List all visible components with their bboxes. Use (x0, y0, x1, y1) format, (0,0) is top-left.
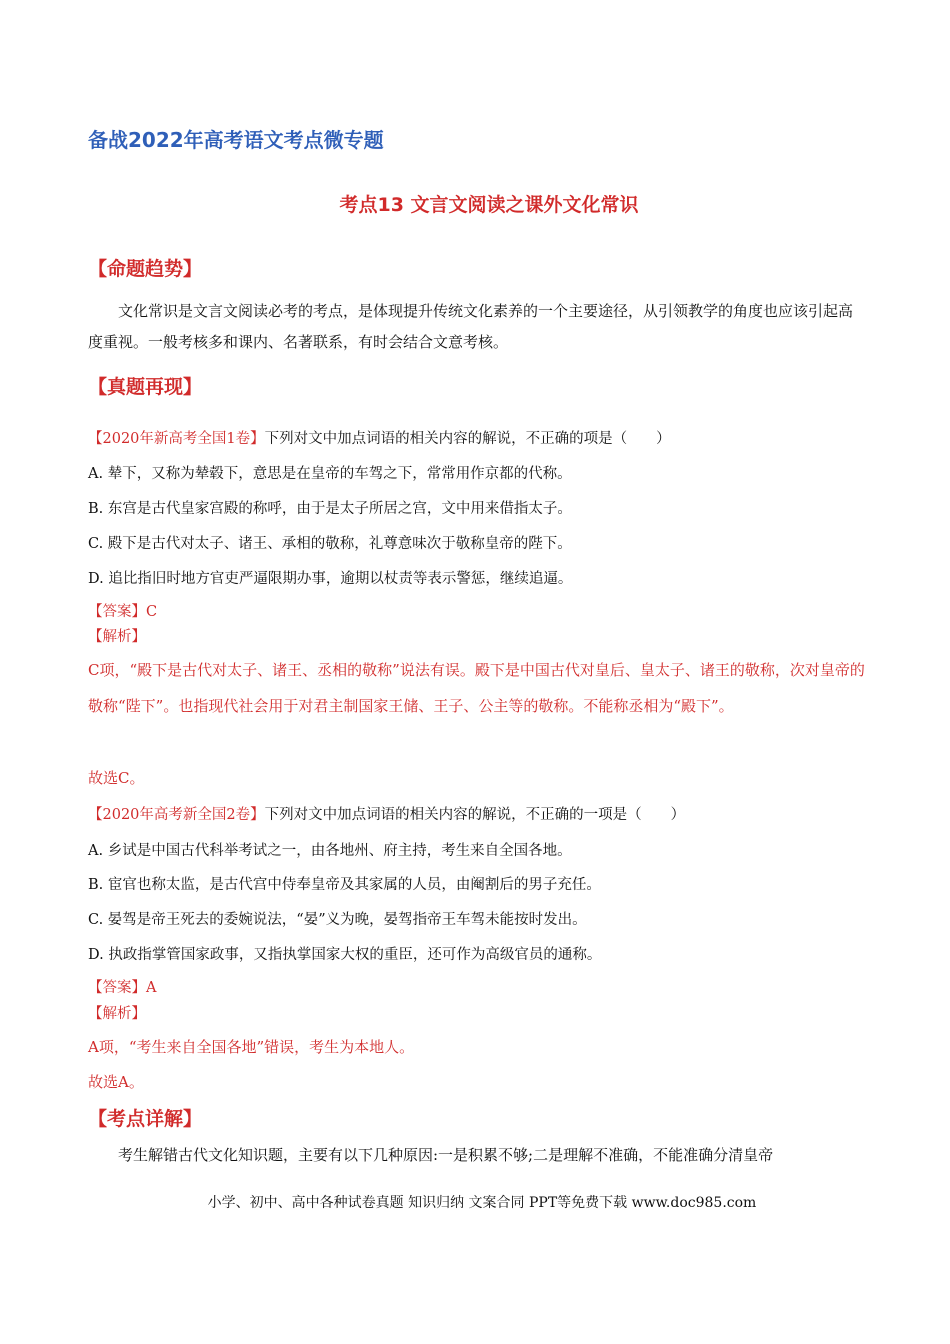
section-heading-review: 【真题再现】 (88, 376, 203, 398)
detail-paragraph: 考生解错古代文化知识题，主要有以下几种原因:一是积累不够;二是理解不准确，不能准确分清皇帝 (118, 1146, 774, 1164)
question-2-option-d: D. 执政指掌管国家政事，又指执掌国家大权的重臣，还可作为高级官员的通称。 (88, 947, 602, 963)
question-2-stem: 下列对文中加点词语的相关内容的解说，不正确的一项是（ ） (264, 807, 686, 823)
series-title: 备战2022年高考语文考点微专题 (88, 128, 384, 152)
question-2-analysis-label: 【解析】 (88, 1006, 146, 1022)
question-1-option-c: C. 殿下是古代对太子、诸王、承相的敬称，礼尊意味次于敬称皇帝的陛下。 (88, 536, 572, 552)
question-1-analysis-label: 【解析】 (88, 629, 146, 645)
footer-link-text[interactable]: 小学、初中、高中各种试卷真题 知识归纳 文案合同 PPT等免费下载 www.doc985.com (207, 1195, 757, 1211)
topic-title: 考点13 文言文阅读之课外文化常识 (339, 194, 639, 216)
question-2-source: 【2020年高考新全国2卷】 (88, 807, 265, 823)
section-heading-detail: 【考点详解】 (88, 1108, 203, 1130)
question-2-option-a: A. 乡试是中国古代科举考试之一，由各地州、府主持，考生来自全国各地。 (88, 843, 572, 859)
question-1-stem: 下列对文中加点词语的相关内容的解说，不正确的项是（ ） (264, 431, 671, 447)
question-1-source: 【2020年新高考全国1卷】 (88, 431, 265, 447)
section-heading-trend: 【命题趋势】 (88, 258, 203, 280)
question-1-line (88, 427, 671, 448)
question-1-analysis: C项，“殿下是古代对太子、诸王、丞相的敬称”说法有误。殿下是中国古代对皇后、皇太子、诸王的敬称，次对皇帝的敬称“陛下”。也指现代社会用于对君主制国家王储、王子、公主等的敬称。不能称丞相为“殿下”。 (88, 661, 865, 715)
question-1-conclusion: 故选C。 (88, 769, 145, 787)
question-1-option-b: B. 东宫是古代皇家宫殿的称呼，由于是太子所居之宫，文中用来借指太子。 (88, 501, 572, 517)
question-2-conclusion: 故选A。 (88, 1073, 144, 1091)
question-1-option-a: A. 辇下，又称为辇毂下，意思是在皇帝的车驾之下，常常用作京都的代称。 (88, 466, 572, 482)
question-2-option-c: C. 晏驾是帝王死去的委婉说法，“晏”义为晚，晏驾指帝王车驾未能按时发出。 (88, 912, 587, 928)
question-1-answer: 【答案】C (88, 604, 158, 620)
question-2-answer: 【答案】A (88, 980, 157, 996)
question-2-line (88, 803, 685, 824)
question-1-option-d: D. 追比指旧时地方官吏严逼限期办事，逾期以杖责等表示警惩，继续追逼。 (88, 571, 573, 587)
question-2-option-b: B. 宦官也称太监，是古代宫中侍奉皇帝及其家属的人员，由阉割后的男子充任。 (88, 877, 601, 893)
question-2-analysis: A项，“考生来自全国各地”错误，考生为本地人。 (88, 1038, 415, 1056)
trend-paragraph: 文化常识是文言文阅读必考的考点，是体现提升传统文化素养的一个主要途径，从引领教学的角度也应该引起高度重视。一般考核多和课内、名著联系，有时会结合文意考核。 (88, 302, 854, 351)
